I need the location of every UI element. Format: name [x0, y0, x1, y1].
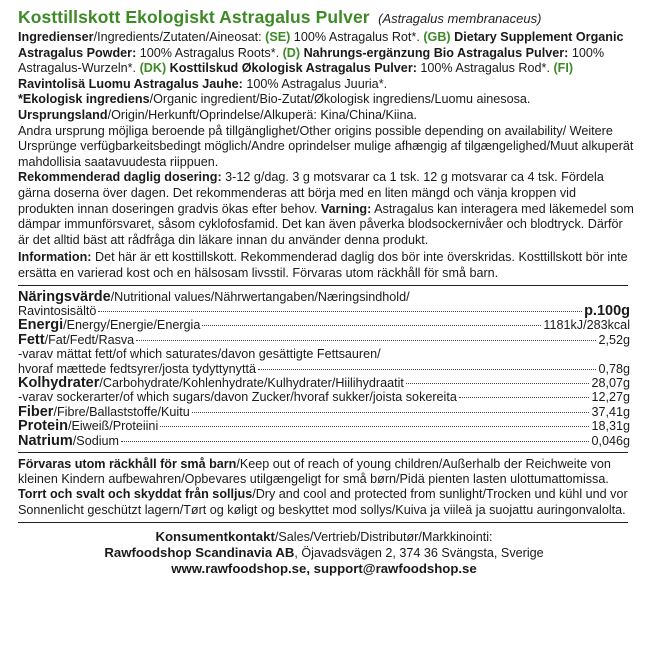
- se-text: 100% Astragalus Rot*.: [290, 30, 424, 44]
- dk-label: Kosttilskud Økologisk Astragalus Pulver:: [166, 61, 417, 76]
- fiber-rest: /Fibre/Ballaststoffe/Kuitu: [53, 404, 190, 419]
- sodium-value: 0,046g: [591, 433, 630, 448]
- storage-children: [18, 457, 635, 487]
- d-text: 100% Astragalus-Wurzeln*.: [18, 45, 605, 76]
- sodium-label: Natrium: [18, 432, 73, 449]
- dot-leader: [406, 383, 590, 384]
- nutrition-row-energy: [18, 318, 630, 332]
- divider-top: [18, 285, 628, 286]
- dot-leader: [459, 397, 590, 398]
- protein-label: Protein: [18, 418, 68, 435]
- gb-text: 100% Astragalus Roots*.: [136, 45, 283, 60]
- contact-line1: [18, 529, 630, 545]
- protein-value: 18,31g: [591, 419, 630, 434]
- nutrition-header-line1: [18, 290, 630, 304]
- dry-text: /Dry and cool and protected from sunlight/Trocken und kühl und vor Sonnenlicht geschützt lagern/Tørt og køligt og beskyttet mod sollys/Kuiva ja viileä ja suojattu auringonvalolta.: [18, 487, 628, 517]
- ingredients-label-rest: /Ingredients/Zutaten/Aineosat:: [93, 30, 266, 44]
- d-code: (D): [282, 45, 301, 60]
- dk-code: (DK): [139, 61, 167, 76]
- organic-note: [18, 92, 635, 108]
- nutrition-row-carbs: [18, 376, 630, 390]
- saturates-line2: hvoraf mættede fedtsyrer/josta tydyttynyttä: [18, 361, 256, 376]
- origin-rest: /Origin/Herkunft/Oprindelse/Alkuperä: Kina/China/Kiina.: [107, 107, 417, 122]
- fi-text: 100% Astragalus Juuria*.: [242, 76, 388, 91]
- organic-label: *Ekologisk ingrediens: [18, 92, 150, 107]
- fi-code: (FI): [553, 61, 574, 76]
- contact-section: [18, 529, 630, 577]
- nutrition-header-line2: [18, 304, 630, 318]
- nutrition-header-label: Näringsvärde: [18, 288, 111, 305]
- ingredients-section: [18, 30, 635, 92]
- latin-name: (Astragalus membranaceus): [378, 11, 542, 26]
- fiber-value: 37,41g: [591, 404, 630, 419]
- carbs-label: Kolhydrater: [18, 374, 100, 391]
- per-100g: p.100g: [584, 302, 630, 319]
- d-label: Nahrungs-ergänzung Bio Astragalus Pulver:: [300, 45, 569, 60]
- carbs-rest: /Carbohydrate/Kohlenhydrate/Kulhydrater/Hiilihydraatit: [99, 375, 404, 390]
- dot-leader: [160, 426, 589, 427]
- gb-code: (GB): [423, 30, 451, 44]
- contact-line3: [18, 561, 630, 577]
- dk-text: 100% Astragalus Rod*.: [416, 61, 554, 76]
- website-link[interactable]: www.rawfoodshop.se: [171, 560, 307, 576]
- contact-rest: /Sales/Vertrieb/Distributør/Markkinointi:: [274, 529, 493, 544]
- contact-line2: [18, 545, 630, 561]
- ingredients-label: Ingredienser: [18, 30, 94, 44]
- gb-label: Dietary Supplement Organic Astragalus Powder:: [18, 30, 624, 60]
- dot-leader: [258, 369, 597, 370]
- fi-label: Ravintolisä Luomu Astragalus Jauhe:: [18, 76, 243, 91]
- divider-middle: [18, 452, 628, 453]
- fiber-label: Fiber: [18, 403, 54, 420]
- origin-section: [18, 108, 635, 124]
- nutrition-row-sodium: [18, 434, 630, 448]
- contact-label: Konsumentkontakt: [155, 528, 275, 544]
- nutrition-table: [18, 290, 630, 448]
- fat-value: 2,52g: [598, 332, 630, 347]
- dosage-text-1: 3-12 g/dag. 3 g motsvarar ca 1 tsk. 12 g motsvarar ca 4 tsk. Fördela gärna doserna över dagen. Det rekommenderas att börja med en liten mängd och vänja kroppen vid produkten innan doseringen gradvis ökas efter behov.: [18, 170, 604, 216]
- company-name: Rawfoodshop Scandinavia AB: [104, 544, 295, 560]
- nutrition-row-protein: [18, 419, 630, 433]
- origin-label: Ursprungsland: [18, 107, 108, 122]
- storage-dry: [18, 487, 635, 517]
- nutrition-row-fiber: [18, 405, 630, 419]
- saturates-line1: -varav mättat fett/of which saturates/davon gesättigte Fettsauren/: [18, 347, 381, 362]
- se-code: (SE): [265, 30, 291, 44]
- nutrition-row-sugars: [18, 390, 630, 404]
- contact-separator: ,: [306, 560, 314, 576]
- nutrition-row-saturates: [18, 362, 630, 376]
- company-address: , Öjavadsvägen 2, 374 36 Svängsta, Sverige: [294, 545, 544, 560]
- information-text: Det här är ett kosttillskott. Rekommenderad daglig dos bör inte överskridas. Kosttillskott bör inte ersätta en varierad kost och en hälsosam livsstil. Förvaras utom räckhåll för små barn.: [18, 250, 628, 280]
- nutrition-header-fi: Ravintosisältö: [18, 303, 97, 318]
- information-section: [18, 250, 635, 281]
- product-title: Kosttillskott Ekologiskt Astragalus Pulver: [18, 7, 370, 27]
- dosage-text-2: Astragalus kan interagera med läkemedel som dämpar immunförsvaret, såsom cyklofosfamid. Det kan även påverka blodsockernivåer och blodtryck. Därför är det alltid bäst att rådfråga din läkare innan du använder denna produkt.: [18, 201, 634, 247]
- divider-bottom: [18, 522, 628, 523]
- organic-rest: /Organic ingredient/Bio-Zutat/Økologisk ingrediens/Luomu ainesosa.: [149, 92, 531, 107]
- email-link[interactable]: support@rawfoodshop.se: [313, 560, 477, 576]
- nutrition-row-fat: [18, 333, 630, 347]
- dot-leader: [136, 340, 596, 341]
- warning-label: Varning:: [320, 201, 372, 216]
- fat-rest: /Fat/Fedt/Rasva: [44, 332, 135, 347]
- origin-note: Andra ursprung möjliga beroende på tillgänglighet/Other origins possible depending on availability/ Weitere Ursprünge verfügbarkeitsbedingt möglich/Andre oprindelser mulige afhængig af tilgængelighed/Muut alkuperät mahdollisia saatavuudesta riippuen.: [18, 123, 634, 169]
- carbs-value: 28,07g: [591, 375, 630, 390]
- energy-rest: /Energy/Energie/Energia: [63, 318, 201, 333]
- energy-label: Energi: [18, 317, 64, 334]
- dot-leader: [202, 325, 541, 326]
- fat-label: Fett: [18, 331, 45, 348]
- dry-label: Torrt och svalt och skyddat från solljus: [18, 487, 253, 502]
- dosage-label: Rekommenderad daglig dosering:: [18, 170, 222, 185]
- children-label: Förvaras utom räckhåll för små barn: [18, 456, 237, 471]
- title-row: [18, 6, 635, 30]
- sugars-text: -varav sockerarter/of which sugars/davon Zucker/hvoraf sukker/joista sokereita: [18, 390, 457, 405]
- information-label: Information:: [18, 250, 92, 265]
- dot-leader: [192, 412, 590, 413]
- nutrition-header-rest: /Nutritional values/Nährwertangaben/Næringsindhold/: [110, 289, 410, 304]
- saturates-value: 0,78g: [598, 361, 630, 376]
- dosage-section: [18, 170, 635, 248]
- dot-leader: [98, 311, 582, 312]
- energy-value: 1181kJ/283kcal: [543, 318, 630, 333]
- sodium-rest: /Sodium: [72, 433, 119, 448]
- children-text: /Keep out of reach of young children/Außerhalb der Reichweite von kleinen Kindern aufbewahren/Opbevares utilgængeligt for små børn/Pidä pienten lasten ulottumattomissa.: [18, 456, 611, 487]
- sugars-value: 12,27g: [591, 390, 630, 405]
- protein-rest: /Eiweiß/Proteiini: [67, 419, 159, 434]
- dot-leader: [121, 441, 589, 442]
